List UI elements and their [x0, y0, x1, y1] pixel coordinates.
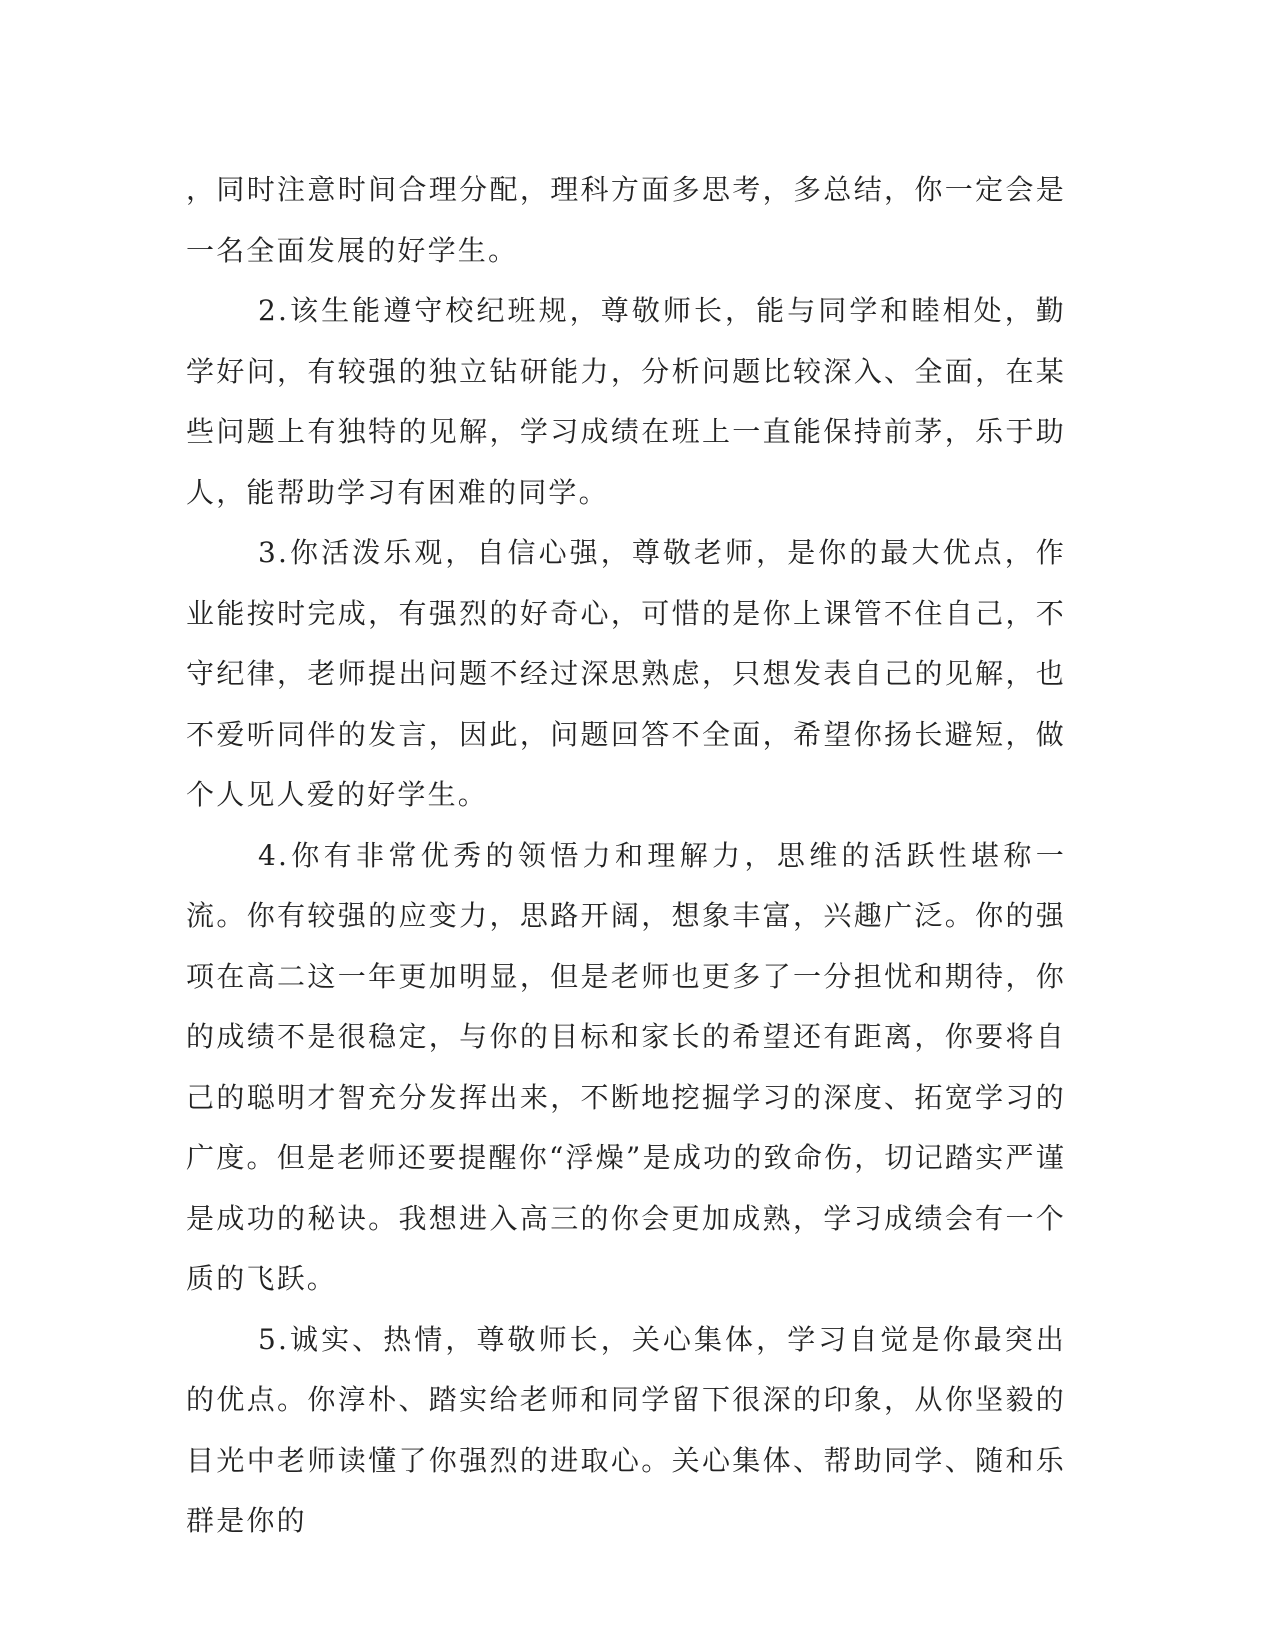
document-body [186, 160, 1066, 1552]
paragraph-comment-4: 4.你有非常优秀的领悟力和理解力，思维的活跃性堪称一流。你有较强的应变力，思路开阔，想象丰富，兴趣广泛。你的强项在高二这一年更加明显，但是老师也更多了一分担忧和期待，你的成绩不是很稳定，与你的目标和家长的希望还有距离，你要将自己的聪明才智充分发挥出来，不断地挖掘学习的深度、拓宽学习的广度。但是老师还要提醒你“浮燥”是成功的致命伤，切记踏实严谨是成功的秘诀。我想进入高三的你会更加成熟，学习成绩会有一个质的飞跃。 [186, 838, 1066, 1295]
paragraph-continuation: ，同时注意时间合理分配，理科方面多思考，多总结，你一定会是一名全面发展的好学生。 [186, 173, 1066, 267]
paragraph-comment-2: 2.该生能遵守校纪班规，尊敬师长，能与同学和睦相处，勤学好问，有较强的独立钻研能力，分析问题比较深入、全面，在某些问题上有独特的见解，学习成绩在班上一直能保持前茅，乐于助人，能帮助学习有困难的同学。 [186, 294, 1066, 509]
paragraph-comment-3: 3.你活泼乐观，自信心强，尊敬老师，是你的最大优点，作业能按时完成，有强烈的好奇心，可惜的是你上课管不住自己，不守纪律，老师提出问题不经过深思熟虑，只想发表自己的见解，也不爱听同伴的发言，因此，问题回答不全面，希望你扬长避短，做个人见人爱的好学生。 [186, 536, 1066, 811]
paragraph-comment-5: 5.诚实、热情，尊敬师长，关心集体，学习自觉是你最突出的优点。你淳朴、踏实给老师和同学留下很深的印象，从你坚毅的目光中老师读懂了你强烈的进取心。关心集体、帮助同学、随和乐群是你的 [186, 1322, 1066, 1537]
